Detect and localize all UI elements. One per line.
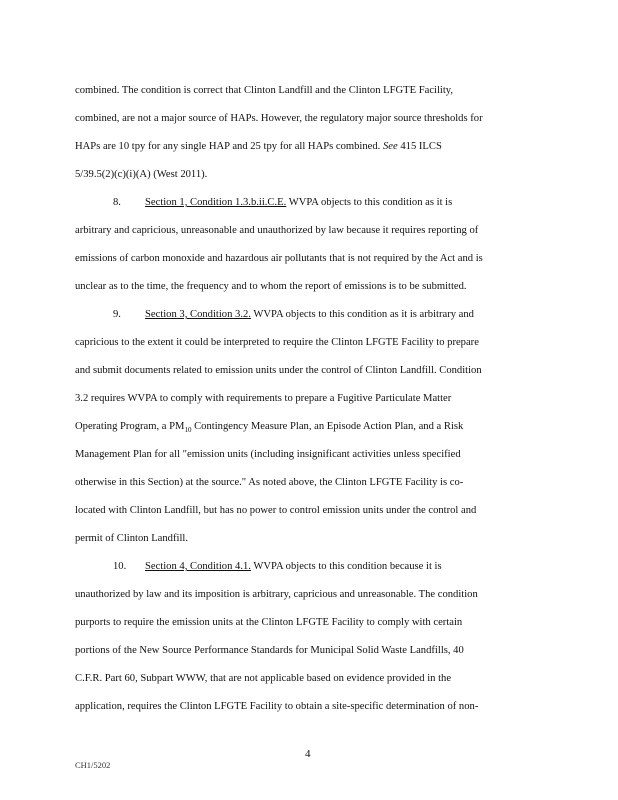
text-line: Management Plan for all "emission units (including insignificant activities unless specified	[75, 449, 461, 460]
page-number: 4	[305, 748, 311, 760]
text-line: otherwise in this Section) at the source." As noted above, the Clinton LFGTE Facility is co-	[75, 477, 464, 488]
text-line: capricious to the extent it could be interpreted to require the Clinton LFGTE Facility to prepare	[75, 337, 479, 348]
paragraph-10-first-line: 10. Section 4, Condition 4.1. WVPA objects to this condition because it is	[75, 560, 545, 573]
text-line: combined, are not a major source of HAPs. However, the regulatory major source thresholds for	[75, 113, 483, 124]
text-line: 3.2 requires WVPA to comply with requirements to prepare a Fugitive Particulate Matter	[75, 393, 452, 404]
text-line: permit of Clinton Landfill.	[75, 533, 188, 544]
text-line: located with Clinton Landfill, but has no power to control emission units under the control and	[75, 505, 477, 516]
citation-signal: See	[382, 141, 398, 152]
text-line: unauthorized by law and its imposition is arbitrary, capricious and unreasonable. The condition	[75, 589, 478, 600]
section-reference: Section 4, Condition 4.1.	[145, 561, 251, 572]
section-reference: Section 3, Condition 3.2.	[145, 309, 251, 320]
footer-document-code: CH1/5202	[75, 760, 111, 770]
text-line: C.F.R. Part 60, Subpart WWW, that are not applicable based on evidence provided in the	[75, 673, 452, 684]
text-line: Operating Program, a $PM_{10}$ Contingency Measure Plan, an Episode Action Plan, and a Risk	[75, 421, 464, 433]
text-line: application, requires the Clinton LFGTE Facility to obtain a site-specific determination of non-	[75, 701, 479, 712]
text-line: emissions of carbon monoxide and hazardous air pollutants that is not required by the Act and is	[75, 253, 483, 264]
text-line: and submit documents related to emission units under the control of Clinton Landfill. Condition	[75, 365, 482, 376]
paragraph-number: 10.	[113, 561, 127, 572]
paragraph-8-first-line: 8. Section 1, Condition 1.3.b.ii.C.E. WVPA objects to this condition as it is	[75, 196, 545, 209]
text-line: 5/39.5(2)(c)(i)(A) (West 2011).	[75, 169, 208, 180]
paragraph-number: 8.	[113, 197, 121, 208]
text-line: HAPs are 10 tpy for any single HAP and 25 tpy for all HAPs combined. See 415 ILCS	[75, 141, 442, 152]
text-line: combined. The condition is correct that Clinton Landfill and the Clinton LFGTE Facility,	[75, 85, 454, 96]
text-line: arbitrary and capricious, unreasonable and unauthorized by law because it requires reporting of	[75, 225, 479, 236]
text-line: unclear as to the time, the frequency and to whom the report of emissions is to be submitted.	[75, 281, 467, 292]
text-line: purports to require the emission units at the Clinton LFGTE Facility to comply with certain	[75, 617, 463, 628]
section-reference: Section 1, Condition 1.3.b.ii.C.E.	[145, 197, 287, 208]
paragraph-number: 9.	[113, 309, 121, 320]
paragraph-9-first-line: 9. Section 3, Condition 3.2. WVPA objects to this condition as it is arbitrary and	[75, 308, 545, 321]
text-line: portions of the New Source Performance Standards for Municipal Solid Waste Landfills, 40	[75, 645, 464, 656]
